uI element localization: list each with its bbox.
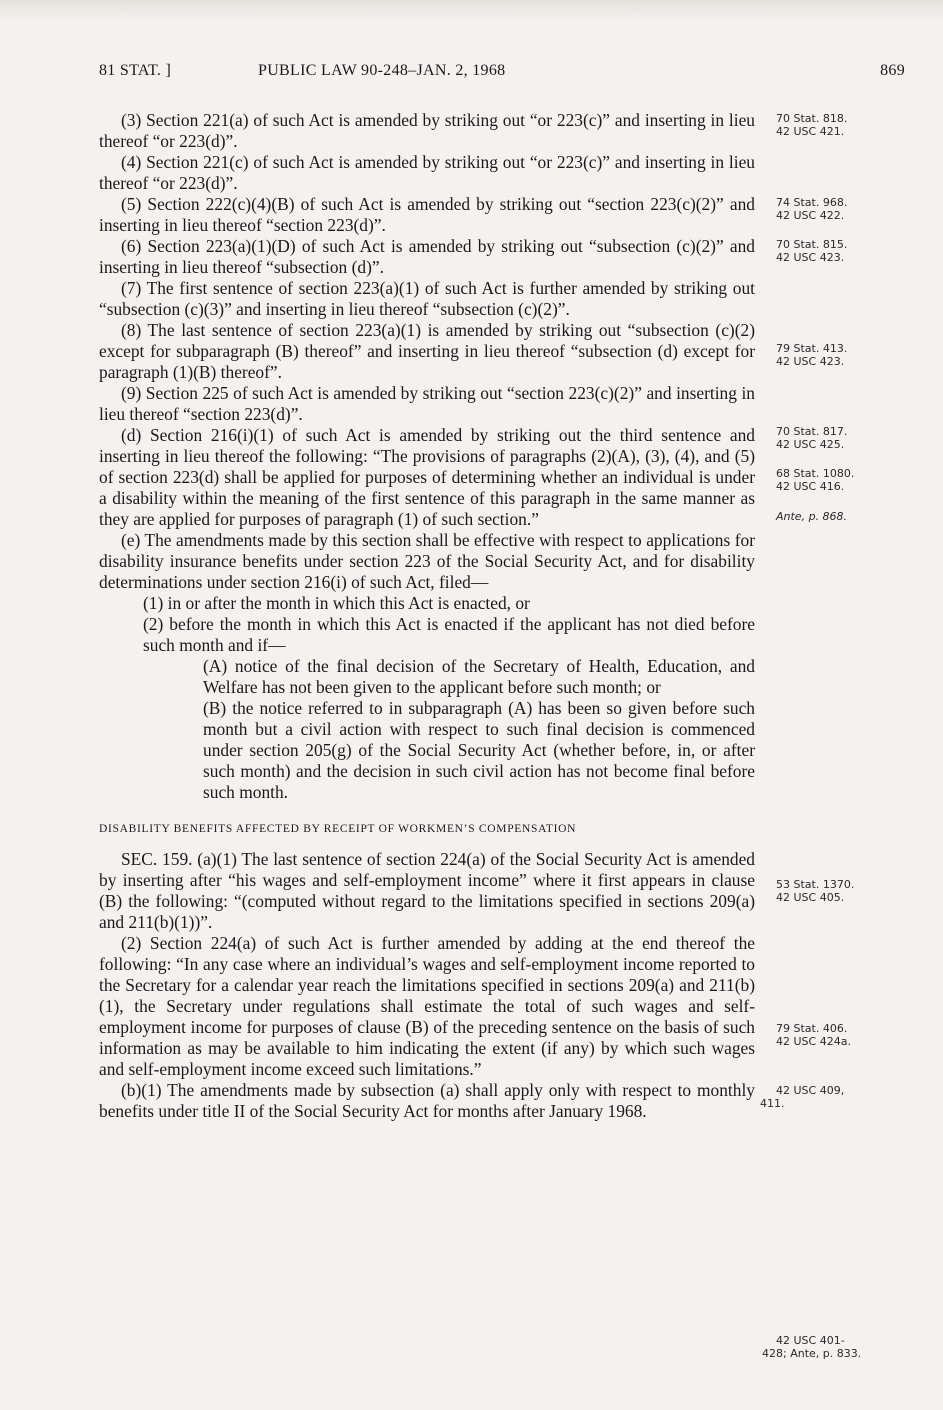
paragraph-6: (6) Section 223(a)(1)(D) of such Act is amended by striking out “subsection (c)(2)” and inserting in lieu thereof “subsection (d)”. bbox=[99, 236, 755, 277]
subsection-d: (d) Section 216(i)(1) of such Act is amended by striking out the third sentence and inserting in lieu thereof the following: “The provisions of paragraphs (2)(A), (3), (4), and (5) of section 223(d) shall be applied for purposes of determining whether an individual is under a disability within the meaning of the first sentence of this paragraph in the same manner as they are applied for purposes of paragraph (1) of such section.” bbox=[99, 425, 755, 529]
page-top-edge bbox=[0, 0, 943, 22]
margin-note: 42 USC 409, 411. bbox=[760, 1084, 845, 1110]
subsection-e-1: (1) in or after the month in which this Act is enacted, or bbox=[143, 593, 530, 613]
section-159-b-1: (b)(1) The amendments made by subsection (a) shall apply only with respect to monthly benefits under title II of the Social Security Act for months after January 1968. bbox=[99, 1080, 755, 1121]
section-159-a-2: (2) Section 224(a) of such Act is further amended by adding at the end thereof the following: “In any case where an individual’s wages and self-employment income reported to the Secretary for a calendar year reach the limitations specified in sections 209(a) and 211(b)(1), the Secretary under regulations shall estimate the total of such wages and self-employment income for purposes of clause (B) of the preceding sentence on the basis of such information as may be available to him indicating the extent (if any) by which such wages and self-employment income exceed such limitations.” bbox=[99, 933, 755, 1079]
law-title: PUBLIC LAW 90-248–JAN. 2, 1968 bbox=[258, 62, 506, 79]
statute-volume: 81 STAT. ] bbox=[99, 62, 172, 79]
margin-note: 68 Stat. 1080. 42 USC 416. bbox=[776, 467, 855, 493]
page-number: 869 bbox=[880, 62, 905, 79]
paragraph-7: (7) The first sentence of section 223(a)(1) of such Act is further amended by striking out “subsection (c)(3)” and inserting in lieu thereof “subsection (c)(2)”. bbox=[99, 278, 755, 319]
margin-note: 70 Stat. 818. 42 USC 421. bbox=[776, 112, 848, 138]
paragraph-3: (3) Section 221(a) of such Act is amended by striking out “or 223(c)” and inserting in lieu thereof “or 223(d)”. bbox=[99, 110, 755, 151]
margin-note: 79 Stat. 406. 42 USC 424a. bbox=[776, 1022, 851, 1048]
margin-note: 79 Stat. 413. 42 USC 423. bbox=[776, 342, 848, 368]
running-header bbox=[99, 62, 905, 86]
subsection-e: (e) The amendments made by this section shall be effective with respect to applications for disability insurance benefits under section 223 of the Social Security Act, and for disability determinations under section 216(i) of such Act, filed— bbox=[99, 530, 755, 592]
paragraph-8: (8) The last sentence of section 223(a)(1) is amended by striking out “subsection (c)(2) except for subparagraph (B) thereof” and inserting in lieu thereof “subsection (d) except for paragraph (1)(B) thereof”. bbox=[99, 320, 755, 382]
margin-note: Ante, p. 868. bbox=[776, 510, 848, 523]
margin-note: 70 Stat. 817. 42 USC 425. bbox=[776, 425, 848, 451]
subsection-e-2-A: (A) notice of the final decision of the Secretary of Health, Education, and Welfare has not been given to the applicant before such month; or bbox=[203, 656, 755, 697]
section-heading: DISABILITY BENEFITS AFFECTED BY RECEIPT OF WORKMEN’S COMPENSATION bbox=[99, 823, 577, 835]
subsection-e-2-B: (B) the notice referred to in subparagraph (A) has been so given before such month but a civil action with respect to such final decision is commenced under section 205(g) of the Social Security Act (whether before, in, or after such month) and the decision in such civil action has not become final before such month. bbox=[203, 698, 755, 802]
subsection-e-2: (2) before the month in which this Act is enacted if the applicant has not died before such month and if— bbox=[143, 614, 755, 655]
section-159-a-1: SEC. 159. (a)(1) The last sentence of section 224(a) of the Social Security Act is amended by inserting after “his wages and self-employment income” where it first appears in clause (B) the following: “(computed without regard to the limitations specified in sections 209(a) and 211(b)(1))”. bbox=[99, 849, 755, 932]
main-text bbox=[99, 110, 755, 1122]
paragraph-4: (4) Section 221(c) of such Act is amended by striking out “or 223(c)” and inserting in lieu thereof “or 223(d)”. bbox=[99, 152, 755, 193]
margin-note: 74 Stat. 968. 42 USC 422. bbox=[776, 196, 848, 222]
margin-note: 53 Stat. 1370. 42 USC 405. bbox=[776, 878, 855, 904]
paragraph-5: (5) Section 222(c)(4)(B) of such Act is amended by striking out “section 223(c)(2)” and inserting in lieu thereof “section 223(d)”. bbox=[99, 194, 755, 235]
margin-note: 70 Stat. 815. 42 USC 423. bbox=[776, 238, 848, 264]
paragraph-9: (9) Section 225 of such Act is amended by striking out “section 223(c)(2)” and inserting in lieu thereof “section 223(d)”. bbox=[99, 383, 755, 424]
margin-note: 42 USC 401- 428; Ante, p. 833. bbox=[762, 1334, 862, 1360]
